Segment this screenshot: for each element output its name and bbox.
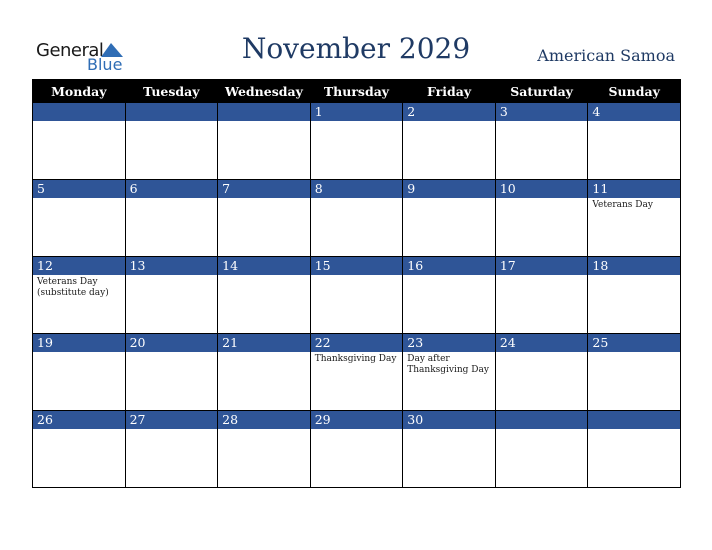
weekday-header: Friday: [403, 80, 496, 103]
holiday-label: [126, 198, 218, 200]
day-number: 14: [218, 257, 310, 275]
day-number: 7: [218, 180, 310, 198]
holiday-label: Day after Thanksgiving Day: [407, 354, 489, 375]
holiday-label: [496, 275, 588, 277]
day-cell: [495, 334, 588, 411]
day-number: 16: [403, 257, 495, 275]
holiday-label: [218, 121, 310, 123]
day-number: [496, 411, 588, 429]
holiday-label: [311, 429, 403, 431]
day-cell: [403, 103, 496, 180]
day-number: [33, 103, 125, 121]
day-cell: [495, 180, 588, 257]
holiday-label: [126, 121, 218, 123]
holiday-label: [33, 198, 125, 200]
day-number: 12: [33, 257, 125, 275]
holiday-label: [403, 198, 495, 200]
day-number: 18: [588, 257, 680, 275]
day-number: 2: [403, 103, 495, 121]
day-number: 13: [126, 257, 218, 275]
day-cell: [125, 334, 218, 411]
day-number: 21: [218, 334, 310, 352]
holiday-label: [588, 352, 680, 354]
holiday-label: [403, 275, 495, 277]
holiday-label: [403, 429, 495, 431]
day-cell: [33, 411, 126, 488]
holiday-label: [33, 352, 125, 354]
holiday-label: [218, 429, 310, 431]
day-number: 8: [311, 180, 403, 198]
day-number: 17: [496, 257, 588, 275]
holiday-label: [311, 198, 403, 200]
day-cell: [33, 334, 126, 411]
day-number: 22: [311, 334, 403, 352]
day-number: 19: [33, 334, 125, 352]
holiday-label: Veterans Day: [592, 200, 653, 210]
holiday-label: [588, 429, 680, 431]
day-cell: [33, 180, 126, 257]
day-cell: [33, 103, 126, 180]
day-number: 15: [311, 257, 403, 275]
weekday-header: Monday: [33, 80, 126, 103]
week-row: [33, 334, 681, 411]
weekday-header: Thursday: [310, 80, 403, 103]
day-cell: [588, 180, 681, 257]
day-cell: [310, 103, 403, 180]
day-cell: [125, 411, 218, 488]
day-cell: [403, 334, 496, 411]
day-number: 26: [33, 411, 125, 429]
region-label: American Samoa: [537, 46, 675, 65]
page-title: November 2029: [241, 32, 471, 65]
day-cell: [218, 411, 311, 488]
logo-text-general: General: [36, 40, 104, 61]
holiday-label: [496, 198, 588, 200]
day-cell: [495, 411, 588, 488]
logo-text-blue: Blue: [87, 55, 123, 74]
holiday-label: [126, 352, 218, 354]
holiday-label: [588, 275, 680, 277]
day-number: 9: [403, 180, 495, 198]
holiday-label: [126, 429, 218, 431]
weekday-header: Saturday: [495, 80, 588, 103]
day-cell: [218, 334, 311, 411]
day-cell: [218, 103, 311, 180]
day-number: [126, 103, 218, 121]
weekday-header: Sunday: [588, 80, 681, 103]
day-cell: [495, 103, 588, 180]
holiday-label: [33, 429, 125, 431]
day-number: 3: [496, 103, 588, 121]
calendar-grid: [32, 79, 681, 488]
day-cell: [310, 411, 403, 488]
day-cell: [495, 257, 588, 334]
holiday-label: [496, 429, 588, 431]
day-number: 29: [311, 411, 403, 429]
day-cell: [125, 103, 218, 180]
day-number: 10: [496, 180, 588, 198]
day-number: 30: [403, 411, 495, 429]
day-cell: [588, 411, 681, 488]
day-cell: [310, 180, 403, 257]
day-cell: [588, 334, 681, 411]
holiday-label: [218, 198, 310, 200]
day-number: 5: [33, 180, 125, 198]
day-cell: [125, 257, 218, 334]
day-cell: [588, 257, 681, 334]
week-row: [33, 103, 681, 180]
holiday-label: [496, 352, 588, 354]
holiday-label: [311, 275, 403, 277]
day-cell: [588, 103, 681, 180]
day-number: 4: [588, 103, 680, 121]
day-number: 25: [588, 334, 680, 352]
holiday-label: [403, 121, 495, 123]
day-number: 27: [126, 411, 218, 429]
day-number: [218, 103, 310, 121]
holiday-label: [218, 352, 310, 354]
day-cell: [218, 180, 311, 257]
day-number: [588, 411, 680, 429]
holiday-label: [218, 275, 310, 277]
day-number: 6: [126, 180, 218, 198]
weekday-header-row: [33, 80, 681, 103]
week-row: [33, 411, 681, 488]
day-number: 23: [403, 334, 495, 352]
weekday-header: Wednesday: [218, 80, 311, 103]
week-row: [33, 180, 681, 257]
day-number: 28: [218, 411, 310, 429]
day-number: 24: [496, 334, 588, 352]
day-cell: [310, 334, 403, 411]
day-cell: [310, 257, 403, 334]
day-cell: [403, 180, 496, 257]
holiday-label: [33, 121, 125, 123]
day-cell: [125, 180, 218, 257]
day-number: 20: [126, 334, 218, 352]
holiday-label: [311, 121, 403, 123]
holiday-label: [496, 121, 588, 123]
holiday-label: [588, 121, 680, 123]
day-cell: [218, 257, 311, 334]
day-cell: [403, 411, 496, 488]
holiday-label: [126, 275, 218, 277]
day-number: 11: [588, 180, 680, 198]
holiday-label: Veterans Day (substitute day): [37, 277, 109, 298]
week-row: [33, 257, 681, 334]
day-cell: [33, 257, 126, 334]
day-cell: [403, 257, 496, 334]
day-number: 1: [311, 103, 403, 121]
holiday-label: Thanksgiving Day: [314, 354, 397, 364]
weekday-header: Tuesday: [125, 80, 218, 103]
